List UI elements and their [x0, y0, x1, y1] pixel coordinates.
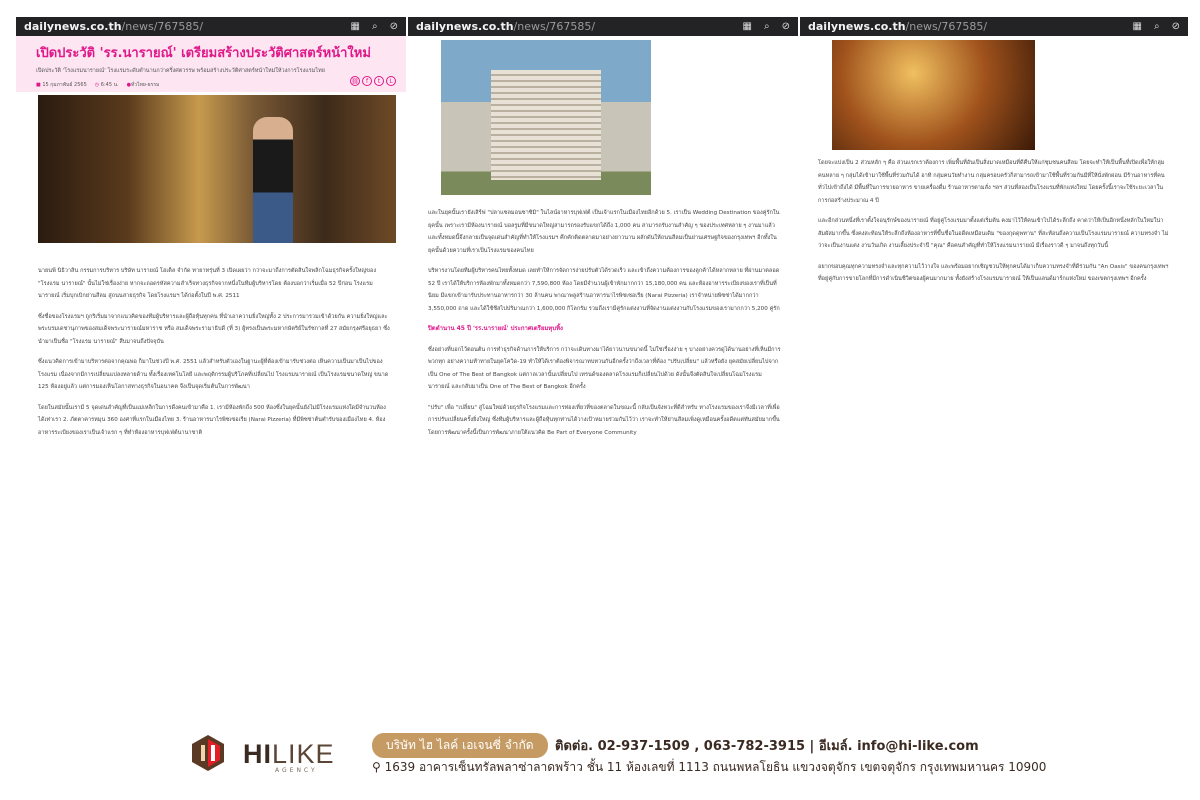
qr-icon[interactable]: ▦: [1132, 21, 1142, 32]
search-icon[interactable]: ⌕: [1154, 21, 1160, 32]
company-name-badge: บริษัท ไฮ ไลค์ เอเจนซี่ จำกัด: [372, 733, 548, 758]
clock-icon: ◷: [94, 82, 100, 88]
eye-off-icon[interactable]: ⊘: [1171, 21, 1180, 32]
brand-agency: AGENCY: [275, 767, 318, 774]
url-host: dailynews.co.th: [416, 20, 514, 33]
address-bar[interactable]: [800, 17, 1188, 36]
url-host: dailynews.co.th: [808, 20, 906, 33]
section-heading: ปิดตำนาน 45 ปี 'รร.นารายณ์' ประกาศเตรียมทุบทิ้ง: [428, 325, 563, 332]
address-bar[interactable]: [16, 17, 406, 36]
qr-icon[interactable]: ▦: [742, 21, 752, 32]
url-path: /news/767585/: [121, 20, 204, 33]
url-path: /news/767585/: [905, 20, 988, 33]
calendar-icon: ■: [36, 82, 41, 88]
restaurant-photo: [832, 40, 1035, 150]
executive-photo: [38, 95, 396, 243]
hilike-logo-icon: [192, 735, 224, 771]
article-category[interactable]: ●ทั่วไทย-ธรรม: [126, 82, 160, 88]
article-subtitle: เปิดประวัติ 'โรงแรมนารายณ์' โรงแรมระดับตำนานกว่าครึ่งศตวรรษ พร้อมสร้างประวัติศาสตร์หน้าใหม่ให้วงการโรงแรมไทย: [36, 68, 325, 74]
article-column-3: โดยจะแบ่งเป็น 2 ส่วนหลัก ๆ คือ ส่วนแรกเราต้องการ เพิ่มพื้นที่อันเป็นสิ่งมาดเหมือนที่ดีคืนให้แก่ชุมชนคนสีลม โดยจะทำให้เป็นพื้นที่เปิดเพื่อให้กลุ่มคนหลาย ๆ กลุ่มได้เข้ามาใช้พื้นที่ร่วมกันได้ อาทิ กลุ่มคนวัยทำงาน กลุ่มครอบครัวก็สามารถเข้ามาใช้พื้นที่ร่วมกันมีที่ให้นั่งพักผ่อน มีร้านอาหารที่คนทั่วไปเข้าถึงได้ มีพื้นที่ในการขายอาหาร ขายเครื่องดื่ม ร้านอาหารตามสั่ง ฯลฯ ส่วนที่สองเป็นโรงแรมที่พักแห่งใหม่ โดยครั้งนี้เราจะใช้ระยะเวลาในการก่อสร้างประมาณ 4 ปี และอีกส่วนหนึ่งที่เราตั้งใจอนุรักษ์ของนารายณ์ ที่อยู่คู่โรงแรมมาตั้งแต่เริ่มต้น คงมาไว้ให้คนเข้าไปได้ระลึกถึง คาดว่าให้เป็นอีกหนึ่งหลักในใหม่ใน่าสัมผัสมากขึ้น ซึ่งคงสะท้อนให้ระลึกถึงห้องอาหารที่ขึ้นชื่อในอดีตเหมือนเดิม "ของกุดดุพทาน" ที่สะท้อนถึงความเป็นโรงแรมนารายณ์ ความทรงจำ ไม่ว่าจะเป็นงานแต่ง งานวันเกิด งานเลี้ยงประจำปี "คุณ" คือคนสำคัญที่ทำให้โรงแรมนารายณ์ มีเรื่องราวดี ๆ มาจนถึงทุกวันนี้ อยากขอบคุณทุกความทรงจำและทุกความไว้วางใจ และพร้อมอยากเชิญชวนให้ทุกคนได้มาเก็บความทรงจำที่ดีร่วมกัน "An Oasis" ของคนกรุงเทพฯ ที่อยู่คู่กับการขายโลกที่มีการดำเนินชีวิตของผู้คนมากมาย ทั้งยังสร้างโรงแรมนารายณ์ ให้เป็นแลนด์มาร์กแห่งใหม่ ของเขตกรุงเทพฯ อีกครั้ง: [818, 160, 1169, 282]
eye-off-icon[interactable]: ⊘: [389, 21, 398, 32]
agency-footer: [0, 725, 1200, 785]
contact-info: ติดต่อ. 02-937-1509 , 063-782-3915 | อีเมล์. info@hi-like.com: [555, 739, 979, 754]
article-header: [16, 36, 406, 92]
location-pin-icon: ⚲: [372, 760, 381, 774]
facebook-icon[interactable]: f: [362, 76, 372, 86]
browser-panel-2: [408, 17, 798, 707]
eye-off-icon[interactable]: ⊘: [781, 21, 790, 32]
address: ⚲ 1639 อาคารเซ็นทรัลพลาซ่าลาดพร้าว ชั้น 11 ห้องเลขที่ 1113 ถนนพหลโยธิน แขวงจตุจักร เขตจตุจักร กรุงเทพมหานคร 10900: [372, 760, 1047, 774]
browser-panel-1: [16, 17, 406, 707]
link-share-icon[interactable]: ⛓: [351, 77, 359, 85]
url-path: /news/767585/: [513, 20, 596, 33]
article-column-2: และในยุคนั้นเรายังเสิร์ฟ "ปลาแซลมอนซาซิมิ" ในไลน์อาหารบุฟเฟ่ต์ เป็นเจ้าแรกในเมืองไทยอีกด้วย 5. เราเป็น Wedding Destination ของคู่รักในยุคนั้น เพราะเรามีห้องนารายณ์ บอลรูมที่มีขนาดใหญ่สามารถรองรับแขกได้ถึง 1,000 คน สามารถรับงานสำคัญ ๆ ของประเทศหลาย ๆ งานมาแล้ว และทั้งหมดนี้จึงกลายเป็นจุดเด่นสำคัญที่ทำให้โรงแรมฯ คึกคักติดตลาดมาอย่างยาวนาน ผลักดันให้ถนนสีลมเป็นย่านเศรษฐกิจของกรุงเทพฯ อีกทั้งในยุคนั้นด้วยความที่เราเป็นโรงแรมของคนไทย บริหารงานโดยทีมผู้บริหารคนไทยทั้งหมด เลยทำให้การจัดการง่ายปรับตัวได้รวดเร็ว และเข้าถึงความต้องการของลูกค้าได้หลากหลาย ที่ผ่านมาตลอด 52 ปี เราได้ให้บริการห้องพักมาทั้งหมดกว่า 7,590,800 ห้อง โดยมีจำนวนผู้เข้าพักมากกว่า 15,180,000 คน และห้องอาหารระเบียงของเราที่เป็นที่นิยม มีแขกเข้ามารับประทานอาหารกว่า 30 ล้านคน พาณาพลูสร้านอาหารนาไรพิซเซอเรีย (Narai Pizzeria) เราจำหน่ายพิซซ่าได้มากกว่า 3,550,000 ถาด และได้ใช้ชีสไปปริมาณกว่า 1,600,000 กิโลกรัม รวมถึงเรามีคู่รักแต่งงานที่จัดงานแต่งงานกับโรงแรมของเรามากกว่า 5,200 คู่รัก ปิดตำนาน 45 ปี 'รร.นารายณ์' ประกาศเตรียมทุบทิ้ง ซึ่งอย่างที่บอกไว้ตอนต้น การทำธุรกิจด้านการให้บริการ กว่าจะเดินทางมาได้ยาวนานขนาดนี้ ไม่ใช่เรื่องง่าย ๆ บางอย่างควรดูได้นานอย่างที่เห็นมีการพวกทุก อย่างความท้าทายในยุคโควิด-19 ทำให้ได้เราต้องพิจารณาทบทวนกันอีกครั้งว่าถึงเวลาที่ต้อง "ปรับเปลี่ยน" แล้วหรือยัง ยุคสมัยเปลี่ยนไปจากเป็น One of The Best of Bangkok แต่กาลเวลานั้นเปลี่ยนไป เทรนด์ของตลาดโรงแรมก็เปลี่ยนไปด้วย ดังนั้นจึงตัดสินใจเปลี่ยนโฉมโรงแรมนารายณ์ และกลับมาเป็น One of The Best of Bangkok อีกครั้ง "ปรับ" เพื่อ "เปลี่ยน" สู่โฉมใหม่ด้วยธุรกิจโรงแรมและการท่องเที่ยวที่ของตลาดในขณะนี้ กลับเป็นจังหวะที่ดีสำหรับ ทางโรงแรมของเราจึงมีเวลาที่เพื่อการปรับเปลี่ยนครั้งยิ่งใหญ่ ซึ่งทีมผู้บริหารและผู้ถือหุ้นทุกท่านได้วางเป้าหมายร่วมกันไว้ว่า เราจะทำให้ย่านสีลมเพิ่งดูเหมือนครั้งอดีตแต่ทันสมัยมากขึ้น โดยการพัฒนาครั้งนี้เป็นการพัฒนาภายใต้แนวคิด Be Part of Everyone Community: [428, 207, 783, 447]
brand-name: HILIKE: [243, 739, 335, 769]
qr-icon[interactable]: ▦: [350, 21, 360, 32]
article-title: เปิดประวัติ 'รร.นารายณ์' เตรียมสร้างประวัติศาสตร์หน้าใหม่: [36, 46, 371, 61]
hotel-building-photo: [441, 40, 651, 195]
line-icon[interactable]: L: [386, 76, 396, 86]
article-column-1: นายนพี นิธิวาสิน กรรมการบริหาร บริษัท นารายณ์ โฮเต็ล จำกัด ทายาทรุ่นที่ 3 เปิดเผยว่า กว่าจะมาถึงการตัดสินใจพลิกโฉมธุรกิจครั้งใหญ่ของ "โรงแรม นารายณ์" นั้นไม่ใช่เรื่องง่าย หากจะถอดรหัสความสำเร็จทางธุรกิจจากหนึ่งในทีมผู้บริหารโดย ต้องบอกว่าเริ่มเมื่อ 52 ปีก่อน โรงแรมนารายณ์ เริ่มบุกเบิกย่านสีลม สู่ถนนสายธุรกิจ โดยโรงแรมฯ ได้ก่อตั้งในปี พ.ศ. 2511 ซึ่งชื่อของโรงแรมฯ ถูกริเริ่มมาจากแนวคิดของทีมผู้บริหารและผู้ถือหุ้นทุกคน ที่นำเอาความยิ่งใหญ่ทั้ง 2 ประการมารวมเข้าด้วยกัน ความยิ่งใหญ่และพระบรมเดชานุภาพของสมเด็จพระนารายณ์มหาราช หรือ สมเด็จพระรามาธิบดี (ที่ 3) ผู้ทรงเป็นพระมหากษัตริย์ในรัชกาลที่ 27 สมัยกรุงศรีอยุธยา ซึ่งนำมาเป็นชื่อ "โรงแรม นารายณ์" สืบมาจนถึงปัจจุบัน ซึ่งแนวคิดการเข้ามาบริหารต่อจากคุณพ่อ ก็มาในช่วงปี พ.ศ. 2551 แล้วสำหรับตัวเองในฐานะผู้ที่ต้องเข้ามารับช่วงต่อ เห็นความเป็นมาเป็นไปของโรงแรม เนื่องจากมีการเปลี่ยนแปลงหลายด้าน ทั้งเรื่องเทคโนโลยี และพฤติกรรมผู้บริโภคที่เปลี่ยนไป โรงแรมนารายณ์ เป็นโรงแรมขนาดใหญ่ ขนาด 125 ห้องอยู่แล้ว แต่การมองเห็นโอกาสทางธุรกิจในอนาคต จึงเป็นจุดเริ่มต้นในการพัฒนา โดยในสมัยนั้นเรามี 5 จุดเด่นสำคัญที่เป็นแม่เหล็กในการดึงคนเข้ามาคือ 1. เรามีห้องพักถึง 500 ห้องซึ่งในยุคนั้นยังไม่มีโรงแรมแห่งใดมีจำนวนห้องได้เท่าเรา 2. ภัตตาคารหมุน 360 องศาที่แรกในเมืองไทย 3. ร้านอาหารนาไรพิซเซอเรีย (Narai Pizzeria) ที่มีพิซซ่าต้นตำรับของเมืองไทย 4. ห้องอาหารระเบียงของเราเป็นเจ้าแรก ๆ ที่ทำห้องอาหารบุฟเฟ่ต์นานาชาติ: [38, 268, 390, 436]
twitter-icon[interactable]: t: [374, 76, 384, 86]
tag-icon: ●: [126, 82, 131, 88]
browser-panel-3: [800, 17, 1188, 707]
address-bar[interactable]: [408, 17, 798, 36]
search-icon[interactable]: ⌕: [764, 21, 770, 32]
search-icon[interactable]: ⌕: [372, 21, 378, 32]
article-time: ◷ 6:45 น.: [94, 82, 119, 88]
url-host: dailynews.co.th: [24, 20, 122, 33]
article-date: ■ 15 กุมภาพันธ์ 2565: [36, 82, 87, 88]
